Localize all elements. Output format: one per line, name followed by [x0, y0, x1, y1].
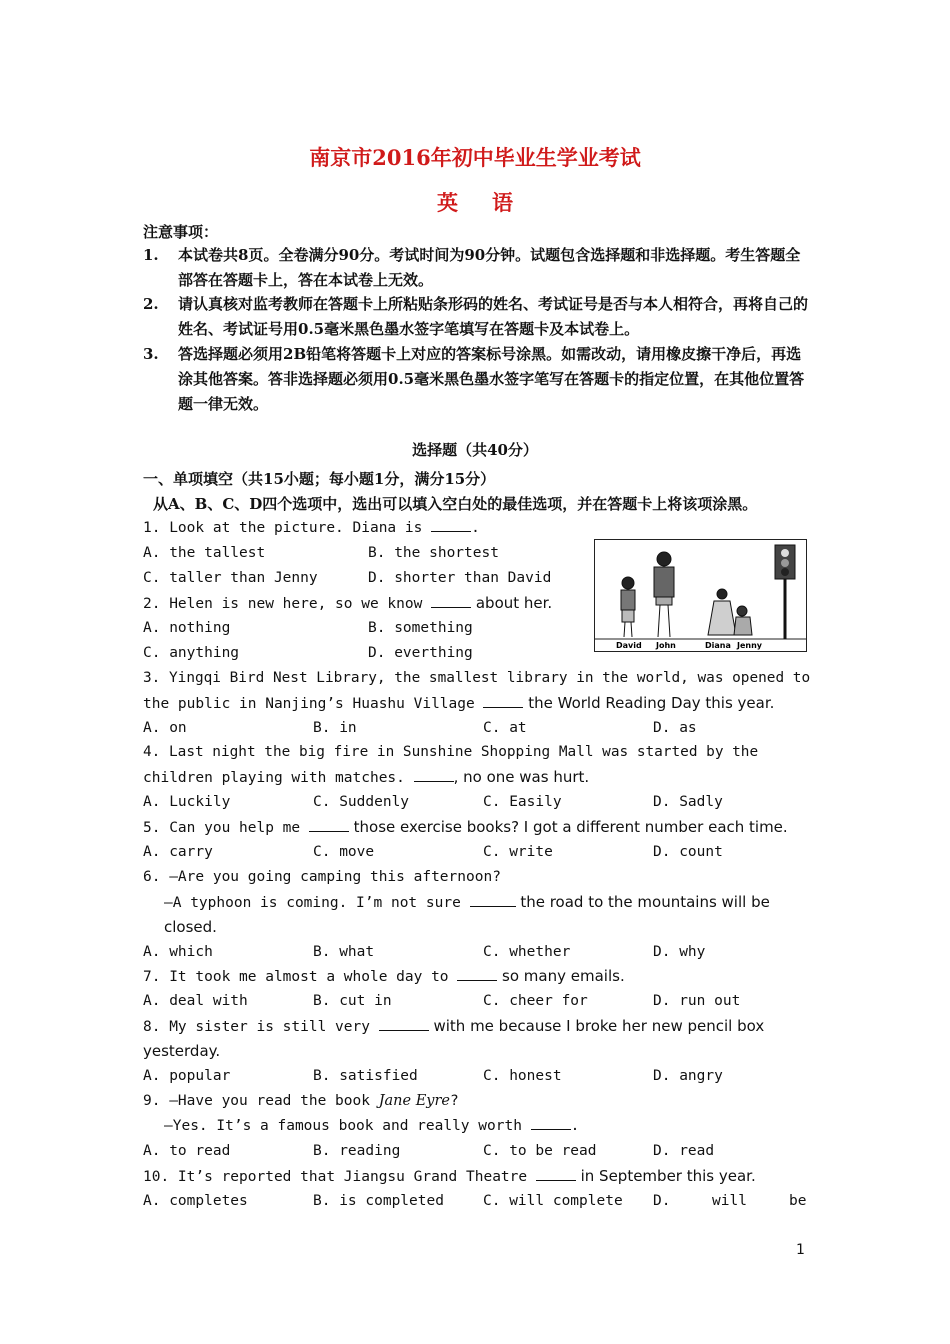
picture-label-jenny: Jenny [737, 641, 763, 650]
subject-title: 英语 [437, 190, 547, 215]
page-title: 南京市2016年初中毕业生学业考试 [309, 145, 641, 170]
answer-blank [536, 1168, 576, 1181]
option[interactable]: C. write [483, 844, 553, 860]
option[interactable]: D. Sadly [653, 794, 723, 810]
option[interactable]: B. something [368, 620, 473, 636]
option[interactable]: D. as [653, 720, 697, 736]
question-stem: —Yes. It’s a famous book and really worth . [164, 1118, 580, 1134]
option[interactable]: C. will complete [483, 1193, 623, 1209]
option[interactable]: C. cheer for [483, 993, 588, 1009]
picture-label-diana: Diana [705, 641, 731, 650]
question-stem: 6. —Are you going camping this afternoon? [143, 869, 501, 885]
option[interactable]: A. popular [143, 1068, 231, 1084]
option[interactable]: A. nothing [143, 620, 231, 636]
question-stem: 1. Look at the picture. Diana is . [143, 520, 480, 536]
option[interactable]: B. in [313, 720, 357, 736]
option[interactable]: A. completes [143, 1193, 248, 1209]
notice-item [143, 342, 811, 417]
notice-item [143, 292, 811, 342]
section-heading: 一、单项填空（共15小题；每小题1分，满分15分） [143, 470, 496, 488]
notice-number: 2. [143, 295, 159, 313]
notice-number: 1. [143, 246, 159, 264]
question-stem: the public in Nanjing’s Huashu Village the World Reading Day this year. [143, 694, 775, 712]
picture-label-david: David [616, 641, 642, 650]
question-stem: 9. —Have you read the book Jane Eyre? [143, 1093, 459, 1109]
option[interactable]: B. cut in [313, 993, 392, 1009]
option[interactable]: C. taller than Jenny [143, 570, 318, 586]
option[interactable]: D. [653, 1193, 671, 1209]
question-stem: 3. Yingqi Bird Nest Library, the smallest library in the world, was opened to [143, 670, 811, 686]
page-number: 1 [796, 1242, 805, 1258]
answer-blank [470, 894, 516, 907]
option[interactable]: C. Suddenly [313, 794, 410, 810]
option[interactable]: D. angry [653, 1068, 723, 1084]
option[interactable]: C. anything [143, 645, 240, 661]
answer-blank [531, 1117, 571, 1130]
option[interactable]: D. count [653, 844, 723, 860]
notice-text: 本试卷共8页。全卷满分90分。考试时间为90分钟。试题包含选择题和非选择题。考生答题全部答在答题卡上，答在本试卷上无效。 [178, 246, 801, 289]
notice-text: 答选择题必须用2B铅笔将答题卡上对应的答案标号涂黑。如需改动，请用橡皮擦干净后，再选涂其他答案。答非选择题必须用0.5毫米黑色墨水签字笔写在答题卡的指定位置，在其他位置答题一律无效。 [178, 345, 805, 413]
question-stem: 2. Helen is new here, so we know about her. [143, 594, 553, 612]
option[interactable]: C. move [313, 844, 375, 860]
option[interactable]: C. Easily [483, 794, 562, 810]
option[interactable]: D. why [653, 944, 706, 960]
option[interactable]: B. satisfied [313, 1068, 418, 1084]
option[interactable]: D. run out [653, 993, 741, 1009]
answer-blank [414, 769, 454, 782]
option[interactable]: D. read [653, 1143, 715, 1159]
option[interactable]: A. carry [143, 844, 213, 860]
option[interactable]: C. whether [483, 944, 571, 960]
option[interactable]: D. shorter than David [368, 570, 552, 586]
book-title: Jane Eyre [378, 1093, 450, 1109]
question-stem: yesterday. [143, 1042, 221, 1060]
answer-blank [431, 519, 471, 532]
question-stem: 7. It took me almost a whole day to so many emails. [143, 967, 625, 985]
question-stem: 10. It’s reported that Jiangsu Grand Theatre in September this year. [143, 1167, 756, 1185]
answer-blank [457, 968, 497, 981]
answer-blank [379, 1018, 429, 1031]
question-stem: 5. Can you help me those exercise books? I got a different number each time. [143, 818, 788, 836]
option[interactable]: B. reading [313, 1143, 401, 1159]
option[interactable]: B. is completed [313, 1193, 444, 1209]
question-stem: —A typhoon is coming. I’m not sure the road to the mountains will be [164, 893, 770, 911]
notice-text: 请认真核对监考教师在答题卡上所粘贴条形码的姓名、考试证号是否与本人相符合，再将自己的姓名、考试证号用0.5毫米黑色墨水签字笔填写在答题卡及本试卷上。 [178, 295, 809, 338]
question-stem: 8. My sister is still very with me because I broke her new pencil box [143, 1017, 765, 1035]
picture-label-john: John [656, 641, 676, 650]
option[interactable]: A. which [143, 944, 213, 960]
option[interactable]: A. on [143, 720, 187, 736]
option[interactable]: C. honest [483, 1068, 562, 1084]
question-stem: 4. Last night the big fire in Sunshine Shopping Mall was started by the [143, 744, 759, 760]
part-title: 选择题（共40分） [412, 441, 538, 459]
notice-number: 3. [143, 345, 159, 363]
question-stem: closed. [164, 918, 217, 936]
option-continued: will [712, 1193, 747, 1209]
answer-blank [483, 695, 523, 708]
answer-blank [431, 595, 471, 608]
option[interactable]: A. the tallest [143, 545, 266, 561]
option[interactable]: D. everthing [368, 645, 473, 661]
option[interactable]: B. what [313, 944, 375, 960]
option[interactable]: A. Luckily [143, 794, 231, 810]
option-continued: be [789, 1193, 807, 1209]
option[interactable]: C. at [483, 720, 527, 736]
notice-heading: 注意事项： [143, 223, 219, 241]
option[interactable]: C. to be read [483, 1143, 597, 1159]
answer-blank [309, 819, 349, 832]
notice-item [143, 243, 811, 293]
option[interactable]: A. deal with [143, 993, 248, 1009]
option[interactable]: B. the shortest [368, 545, 499, 561]
question-stem: children playing with matches. , no one was hurt. [143, 768, 590, 786]
section-instruction: 从A、B、C、D四个选项中，选出可以填入空白处的最佳选项，并在答题卡上将该项涂黑。 [153, 495, 758, 513]
option[interactable]: A. to read [143, 1143, 231, 1159]
